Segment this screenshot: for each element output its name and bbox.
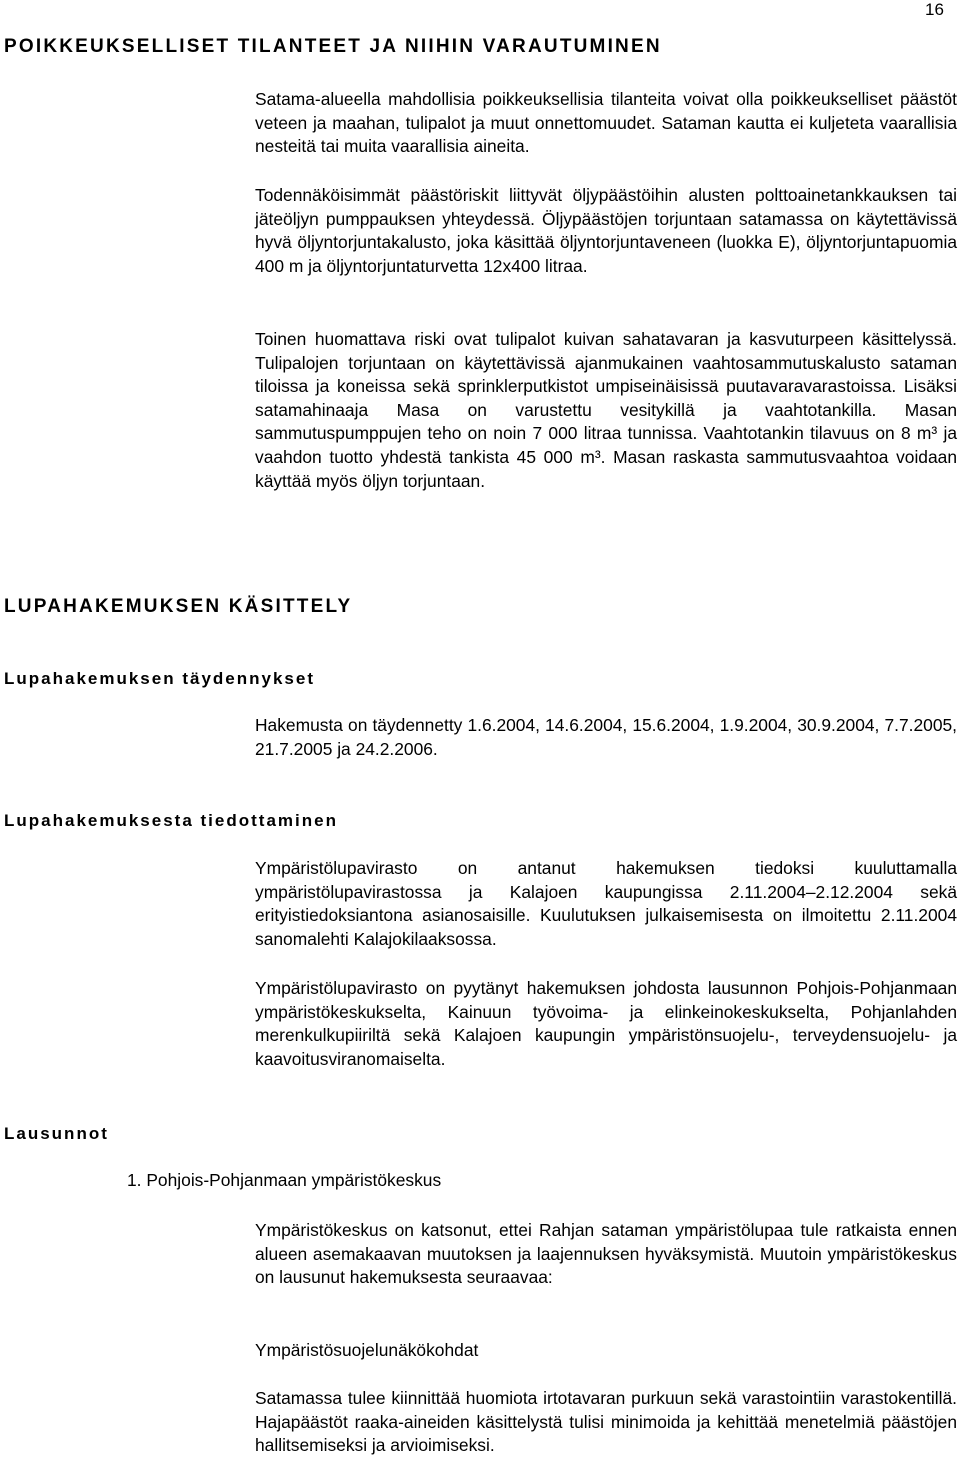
page-number: 16	[925, 0, 944, 19]
subheading-ymparistosuojelunakokohdat: Ympäristösuojelunäkökohdat	[255, 1340, 479, 1360]
paragraph-poikkeukselliset-2: Todennäköisimmät päästöriskit liittyvät öljypäästöihin alusten polttoainetankkauksen tai jäteöljyn pumppauksen yhteydessä. Öljypäästöjen torjuntaan satamassa on käytettävissä hyvä öljyntorjuntakalusto, joka käsittää öljyntorjuntaveneen (luokka E), öljyntorjuntapuomia 400 m ja öljyntorjuntaturvetta 12x400 litraa.	[255, 185, 957, 276]
paragraph-tiedottaminen-1: Ympäristölupavirasto on antanut hakemuksen tiedoksi kuuluttamalla ympäristölupavirastossa ja Kalajoen kaupungissa 2.11.2004–2.12.2004 sekä erityistiedoksiantona asianosaisille. Kuulutuksen julkaisemisesta on ilmoitettu 2.11.2004 sanomalehti Kalajokilaaksossa.	[255, 858, 957, 949]
heading-lupahakemuksen-taydennykset: Lupahakemuksen täydennykset	[4, 669, 315, 688]
paragraph-lausunnot-1: Ympäristökeskus on katsonut, ettei Rahjan sataman ympäristölupaa tule ratkaista ennen alueen asemakaavan muutoksen ja laajennuksen hyväksymistä. Muutoin ympäristökeskus on lausunut hakemuksesta seuraavaa:	[255, 1220, 957, 1288]
paragraph-taydennykset: Hakemusta on täydennetty 1.6.2004, 14.6.2004, 15.6.2004, 1.9.2004, 30.9.2004, 7.7.2005, 21.7.2005 ja 24.2.2006.	[255, 715, 957, 759]
paragraph-poikkeukselliset-1: Satama-alueella mahdollisia poikkeuksellisia tilanteita voivat olla poikkeukselliset päästöt veteen ja maahan, tulipalot ja muut onnettomuudet. Sataman kautta ei kuljeteta vaarallisia nesteitä tai muita vaarallisia aineita.	[255, 89, 957, 157]
heading-poikkeukselliset-tilanteet: POIKKEUKSELLISET TILANTEET JA NIIHIN VARAUTUMINEN	[4, 36, 662, 57]
paragraph-tiedottaminen-2: Ympäristölupavirasto on pyytänyt hakemuksen johdosta lausunnon Pohjois-Pohjanmaan ympäristökeskukselta, Kainuun työvoima- ja elinkeinokeskukselta, Pohjanlahden merenkulkupiiriltä sekä Kalajoen kaupungin ympäristönsuojelu-, terveydensuojelu- ja kaavoitusviranomaiselta.	[255, 978, 957, 1069]
lausunto-item-1-title: 1. Pohjois-Pohjanmaan ympäristökeskus	[127, 1170, 442, 1190]
heading-lupahakemuksesta-tiedottaminen: Lupahakemuksesta tiedottaminen	[4, 811, 338, 830]
heading-lupahakemuksen-kasittely: LUPAHAKEMUKSEN KÄSITTELY	[4, 596, 353, 617]
paragraph-poikkeukselliset-3: Toinen huomattava riski ovat tulipalot kuivan sahatavaran ja kasvuturpeen käsittelyssä. Tulipalojen torjuntaan on käytettävissä ajanmukainen vaahtosammutuskalusto sataman tiloissa ja koneissa sekä sprinklerputkistot umpiseinäisissä puutavaravarastoissa. Lisäksi satamahinaaja Masa on varustettu vesitykillä ja vaahtotankilla. Masan sammutuspumppujen teho on noin 7 000 litraa tunnissa. Vaahtotankin tilavuus on 8 m³ ja vaahdon tuotto yhdestä tankista 45 000 m³. Masan raskasta sammutusvaahtoa voidaan käyttää myös öljyn torjuntaan.	[255, 329, 957, 491]
heading-lausunnot: Lausunnot	[4, 1124, 109, 1143]
paragraph-lausunnot-2: Satamassa tulee kiinnittää huomiota irtotavaran purkuun sekä varastointiin varastokentillä. Hajapäästöt raaka-aineiden käsittelystä tulisi minimoida ja kehittää menetelmiä päästöjen hallitsemiseksi ja arvioimiseksi.	[255, 1388, 957, 1456]
